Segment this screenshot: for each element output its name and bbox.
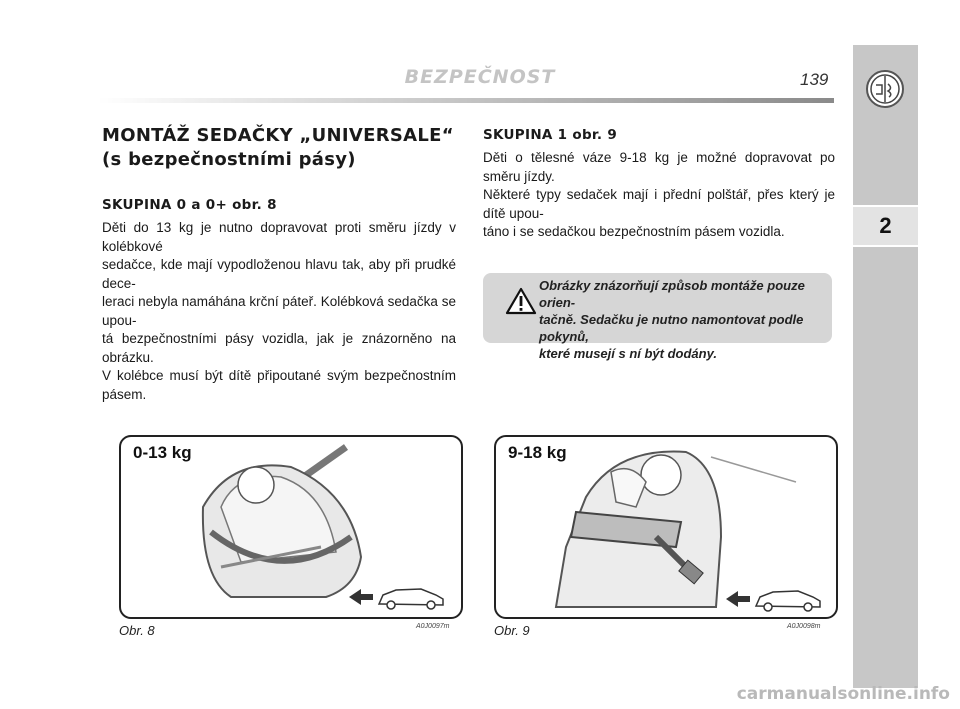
warning-line: které musejí s ní být dodány. <box>539 346 717 361</box>
child-seat-drawing <box>496 437 836 617</box>
paragraph-line: Některé typy sedaček mají i přední polštář, přes který je dítě upou- <box>483 187 835 221</box>
figure-8-caption: Obr. 8 <box>119 623 155 638</box>
warning-triangle-icon <box>505 287 537 320</box>
warning-line: tačně. Sedačku je nutno namontovat podle pokynů, <box>539 312 804 344</box>
car-icon <box>756 591 820 611</box>
paragraph-line: tá bezpečnostními pásy vozidla, jak je znázorněno na obrázku. <box>102 331 456 365</box>
main-heading-line: (s bezpečnostními pásy) <box>102 149 356 170</box>
figure-9-code: A0J0098m <box>787 623 821 630</box>
warning-line: Obrázky znázorňují způsob montáže pouze orien- <box>539 278 805 310</box>
main-heading-line: MONTÁŽ SEDAČKY „UNIVERSALE“ <box>102 125 454 146</box>
figure-9-illustration <box>494 435 838 619</box>
main-heading <box>102 124 462 172</box>
paragraph-line: V kolébce musí být dítě připoutané svým bezpečnostním pásem. <box>102 368 456 402</box>
group-1-paragraph <box>483 149 835 242</box>
vehicle-direction-arrow-icon <box>349 589 373 605</box>
chapter-sidebar <box>853 45 918 688</box>
infant-carrier-drawing <box>121 437 461 617</box>
paragraph-line: táno i se sedačkou bezpečnostním pásem vozidla. <box>483 224 785 239</box>
section-title: BEZPEČNOST <box>404 66 556 88</box>
figure-8-code: A0J0097m <box>416 623 450 630</box>
group-0-heading: SKUPINA 0 a 0+ obr. 8 <box>102 197 277 213</box>
header-rule <box>98 98 834 103</box>
page-number: 139 <box>800 70 829 89</box>
chapter-tab[interactable]: 2 <box>853 205 918 247</box>
brand-logo-icon <box>866 70 904 108</box>
figure-weight-label: 9-18 kg <box>508 443 567 462</box>
figure-weight-label: 0-13 kg <box>133 443 192 462</box>
paragraph-line: Děti o tělesné váze 9-18 kg je možné dopravovat po směru jízdy. <box>483 150 835 184</box>
car-icon <box>379 589 443 609</box>
paragraph-line: leraci nebyla namáhána krční páteř. Kolébková sedačka se upou- <box>102 294 456 328</box>
warning-box <box>483 273 832 361</box>
vehicle-direction-arrow-icon <box>726 591 750 607</box>
watermark: carmanualsonline.info <box>736 684 950 704</box>
group-1-heading: SKUPINA 1 obr. 9 <box>483 127 618 143</box>
paragraph-line: sedačce, kde mají vypodloženou hlavu tak, aby při prudké dece- <box>102 257 456 291</box>
figure-9-caption: Obr. 9 <box>494 623 530 638</box>
group-0-paragraph <box>102 219 456 404</box>
paragraph-line: Děti do 13 kg je nutno dopravovat proti směru jízdy v kolébkové <box>102 220 456 254</box>
warning-text <box>539 277 824 362</box>
figure-8-illustration <box>119 435 463 619</box>
